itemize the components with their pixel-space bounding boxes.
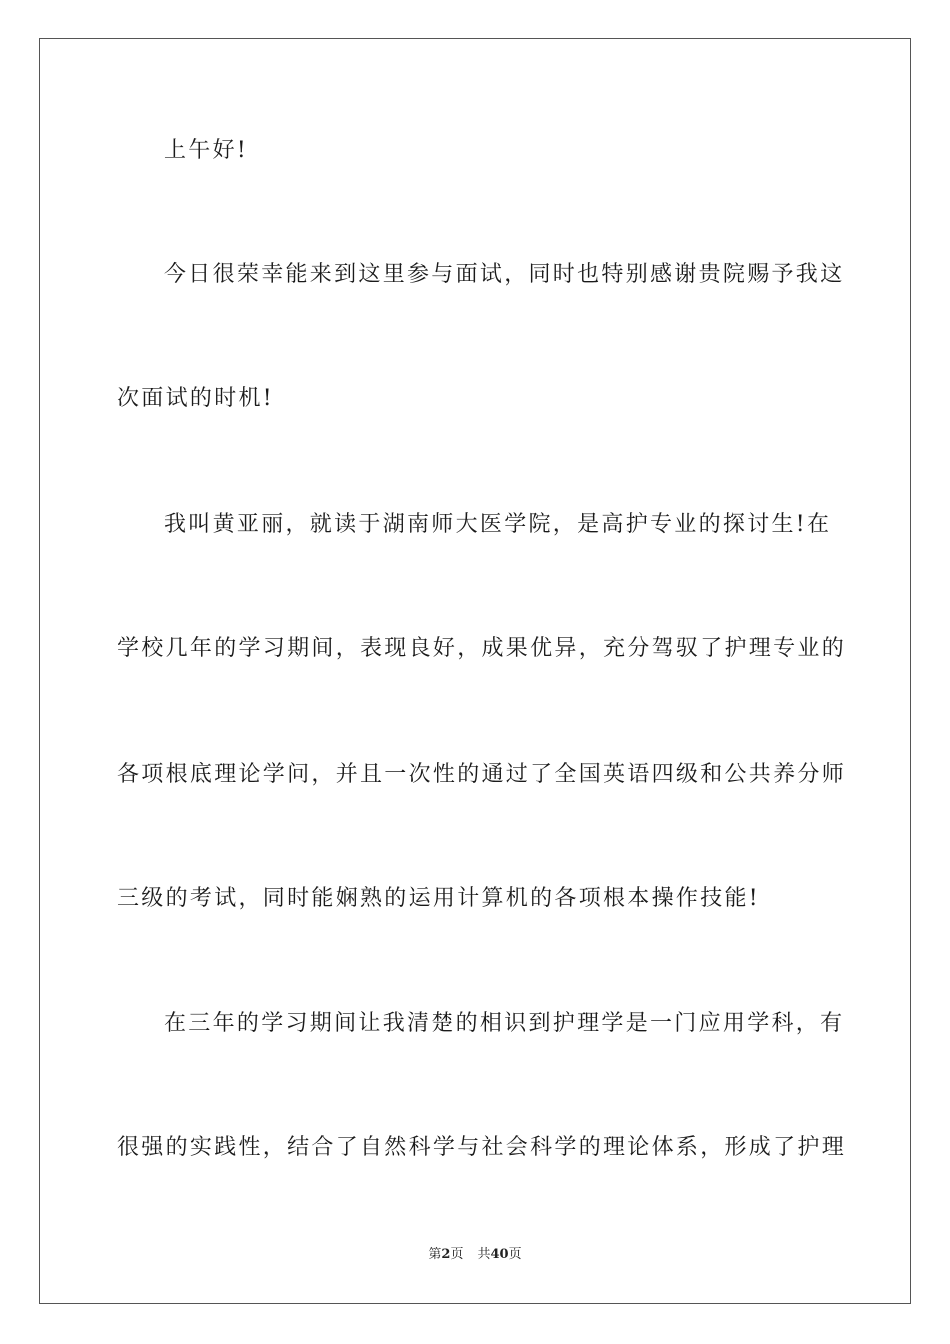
- paragraph-line: 学校几年的学习期间，表现良好，成果优异，充分驾驭了护理专业的: [117, 636, 847, 661]
- paragraph-line: 上午好!: [164, 138, 249, 163]
- page-border: [39, 38, 911, 1304]
- paragraph-line: 三级的考试，同时能娴熟的运用计算机的各项根本操作技能!: [117, 886, 760, 911]
- paragraph-line: 很强的实践性，结合了自然科学与社会科学的理论体系，形成了护理: [117, 1135, 847, 1160]
- paragraph-line: 在三年的学习期间让我清楚的相识到护理学是一门应用学科，有: [164, 1011, 845, 1036]
- paragraph-line: 我叫黄亚丽，就读于湖南师大医学院，是高护专业的探讨生!在: [164, 512, 832, 537]
- total-pages-number: 40: [490, 1247, 509, 1262]
- total-prefix: 共: [477, 1247, 491, 1262]
- paragraph-line: 各项根底理论学问，并且一次性的通过了全国英语四级和公共养分师: [117, 762, 847, 787]
- current-page-number: 2: [441, 1247, 451, 1262]
- paragraph-line: 今日很荣幸能来到这里参与面试，同时也特别感谢贵院赐予我这: [164, 262, 845, 287]
- total-suffix: 页: [508, 1247, 522, 1262]
- page-suffix: 页: [450, 1247, 464, 1262]
- paragraph-line: 次面试的时机!: [117, 386, 274, 411]
- page-footer: [0, 1246, 950, 1264]
- page-prefix: 第: [428, 1247, 442, 1262]
